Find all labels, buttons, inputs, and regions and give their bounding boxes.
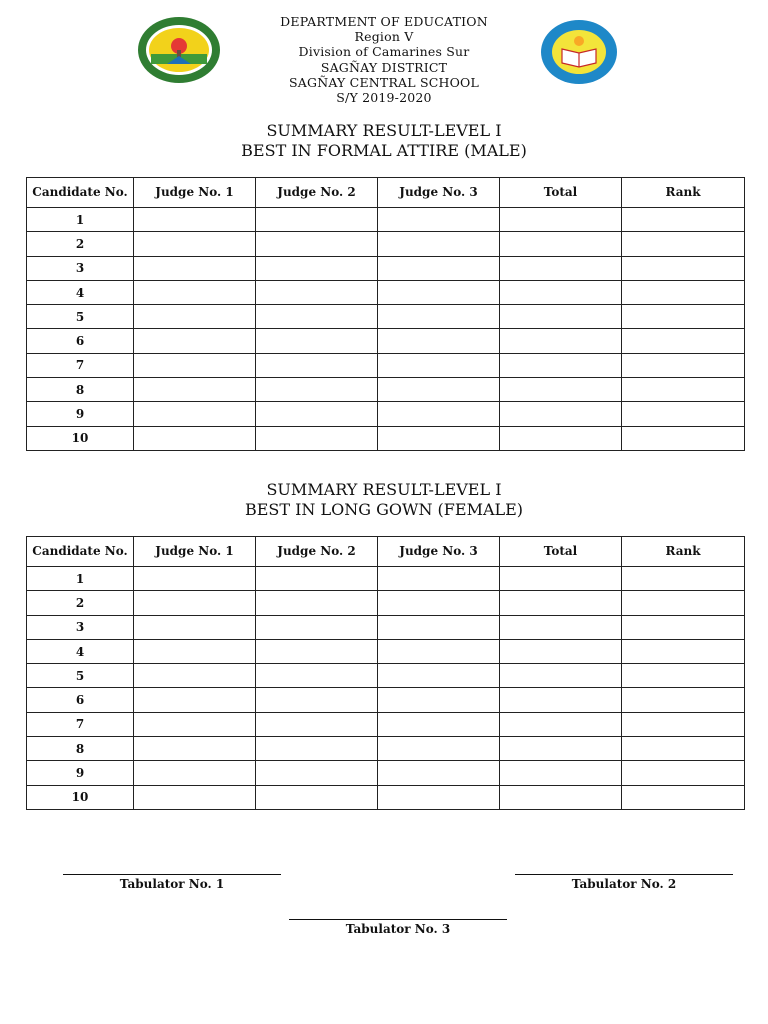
score-cell[interactable] (256, 639, 378, 663)
score-cell[interactable] (256, 378, 378, 402)
column-header-rank: Rank (622, 178, 745, 208)
candidate-number: 6 (27, 688, 134, 712)
score-cell[interactable] (134, 353, 256, 377)
rank-cell[interactable] (622, 280, 745, 304)
score-cell[interactable] (134, 664, 256, 688)
column-header-total: Total (500, 537, 622, 567)
score-cell[interactable] (378, 688, 500, 712)
score-cell[interactable] (256, 567, 378, 591)
table-row (27, 402, 745, 426)
total-cell[interactable] (500, 591, 622, 615)
table-row (27, 785, 745, 809)
column-header-judge1: Judge No. 1 (134, 537, 256, 567)
score-cell[interactable] (378, 353, 500, 377)
table-row (27, 256, 745, 280)
rank-cell[interactable] (622, 353, 745, 377)
table-row (27, 426, 745, 450)
score-cell[interactable] (256, 305, 378, 329)
score-cell[interactable] (134, 378, 256, 402)
signature-line[interactable] (515, 874, 733, 875)
table-row (27, 280, 745, 304)
score-cell[interactable] (378, 402, 500, 426)
table-row (27, 688, 745, 712)
candidate-number: 3 (27, 615, 134, 639)
total-cell[interactable] (500, 664, 622, 688)
header-line-region: Region V (354, 29, 414, 45)
rank-cell[interactable] (622, 688, 745, 712)
column-header-judge1: Judge No. 1 (134, 178, 256, 208)
signature-line[interactable] (289, 919, 507, 920)
total-cell[interactable] (500, 785, 622, 809)
table-row (27, 639, 745, 663)
total-cell[interactable] (500, 378, 622, 402)
table-row (27, 737, 745, 761)
table-row (27, 353, 745, 377)
rank-cell[interactable] (622, 664, 745, 688)
candidate-number: 5 (27, 305, 134, 329)
rank-cell[interactable] (622, 256, 745, 280)
score-cell[interactable] (378, 712, 500, 736)
score-cell[interactable] (256, 280, 378, 304)
score-cell[interactable] (256, 256, 378, 280)
column-header-judge2: Judge No. 2 (256, 178, 378, 208)
score-cell[interactable] (134, 232, 256, 256)
rank-cell[interactable] (622, 737, 745, 761)
table-row (27, 761, 745, 785)
header-line-division: Division of Camarines Sur (298, 44, 470, 60)
candidate-number: 4 (27, 639, 134, 663)
column-header-judge3: Judge No. 3 (378, 537, 500, 567)
score-cell[interactable] (256, 402, 378, 426)
score-cell[interactable] (378, 591, 500, 615)
header-line-school: SAGÑAY CENTRAL SCHOOL (289, 74, 479, 90)
candidate-number: 1 (27, 208, 134, 232)
candidate-number: 1 (27, 567, 134, 591)
total-cell[interactable] (500, 688, 622, 712)
signature-tabulator-1 (63, 874, 281, 891)
section-title-male (0, 121, 768, 161)
total-cell[interactable] (500, 639, 622, 663)
table-row (27, 208, 745, 232)
signature-label: Tabulator No. 1 (119, 877, 225, 891)
section-title-line2: BEST IN FORMAL ATTIRE (MALE) (241, 141, 527, 160)
score-cell[interactable] (256, 232, 378, 256)
column-header-candidate: Candidate No. (27, 537, 134, 567)
score-cell[interactable] (134, 426, 256, 450)
column-header-rank: Rank (622, 537, 745, 567)
score-cell[interactable] (378, 232, 500, 256)
total-cell[interactable] (500, 208, 622, 232)
score-cell[interactable] (134, 256, 256, 280)
score-cell[interactable] (134, 280, 256, 304)
table-row (27, 305, 745, 329)
total-cell[interactable] (500, 256, 622, 280)
column-header-judge3: Judge No. 3 (378, 178, 500, 208)
score-cell[interactable] (378, 329, 500, 353)
score-cell[interactable] (378, 256, 500, 280)
rank-cell[interactable] (622, 329, 745, 353)
header-line-school-year: S/Y 2019-2020 (336, 90, 432, 106)
score-cell[interactable] (378, 761, 500, 785)
table-header-row (27, 178, 745, 208)
table-row (27, 712, 745, 736)
signature-tabulator-3 (289, 919, 507, 936)
candidate-number: 5 (27, 664, 134, 688)
score-cell[interactable] (378, 785, 500, 809)
candidate-number: 4 (27, 280, 134, 304)
total-cell[interactable] (500, 232, 622, 256)
column-header-judge2: Judge No. 2 (256, 537, 378, 567)
score-cell[interactable] (134, 737, 256, 761)
score-cell[interactable] (134, 785, 256, 809)
rank-cell[interactable] (622, 305, 745, 329)
total-cell[interactable] (500, 737, 622, 761)
total-cell[interactable] (500, 426, 622, 450)
rank-cell[interactable] (622, 761, 745, 785)
score-cell[interactable] (378, 280, 500, 304)
column-header-candidate: Candidate No. (27, 178, 134, 208)
candidate-number: 7 (27, 712, 134, 736)
table-row (27, 329, 745, 353)
score-cell[interactable] (378, 615, 500, 639)
total-cell[interactable] (500, 761, 622, 785)
header-line-department: DEPARTMENT OF EDUCATION (280, 14, 488, 29)
candidate-number: 7 (27, 353, 134, 377)
rank-cell[interactable] (622, 785, 745, 809)
rank-cell[interactable] (622, 615, 745, 639)
score-cell[interactable] (134, 688, 256, 712)
score-cell[interactable] (134, 761, 256, 785)
score-cell[interactable] (378, 664, 500, 688)
table-row (27, 664, 745, 688)
score-cell[interactable] (134, 639, 256, 663)
rank-cell[interactable] (622, 591, 745, 615)
candidate-number: 8 (27, 737, 134, 761)
score-cell[interactable] (378, 567, 500, 591)
score-cell[interactable] (378, 737, 500, 761)
rank-cell[interactable] (622, 567, 745, 591)
score-cell[interactable] (378, 378, 500, 402)
score-cell[interactable] (134, 305, 256, 329)
score-cell[interactable] (378, 208, 500, 232)
score-cell[interactable] (256, 615, 378, 639)
score-cell[interactable] (256, 712, 378, 736)
signature-label: Tabulator No. 2 (571, 877, 677, 891)
candidate-number: 10 (27, 785, 134, 809)
total-cell[interactable] (500, 402, 622, 426)
score-cell[interactable] (378, 426, 500, 450)
header-line-district: SAGÑAY DISTRICT (320, 59, 448, 75)
total-cell[interactable] (500, 280, 622, 304)
total-cell[interactable] (500, 353, 622, 377)
total-cell[interactable] (500, 712, 622, 736)
candidate-number: 2 (27, 591, 134, 615)
candidate-number: 6 (27, 329, 134, 353)
score-cell[interactable] (134, 615, 256, 639)
score-cell[interactable] (134, 208, 256, 232)
section-title-female (0, 480, 768, 520)
total-cell[interactable] (500, 615, 622, 639)
score-cell[interactable] (378, 305, 500, 329)
signature-label: Tabulator No. 3 (345, 922, 451, 936)
table-row (27, 378, 745, 402)
score-table-male (26, 177, 745, 451)
score-cell[interactable] (256, 329, 378, 353)
rank-cell[interactable] (622, 426, 745, 450)
table-header-row (27, 537, 745, 567)
candidate-number: 10 (27, 426, 134, 450)
score-cell[interactable] (134, 329, 256, 353)
score-cell[interactable] (256, 208, 378, 232)
table-row (27, 567, 745, 591)
rank-cell[interactable] (622, 712, 745, 736)
score-cell[interactable] (134, 591, 256, 615)
score-cell[interactable] (134, 402, 256, 426)
rank-cell[interactable] (622, 378, 745, 402)
table-row (27, 615, 745, 639)
document-header (0, 14, 768, 105)
score-cell[interactable] (256, 761, 378, 785)
signature-tabulator-2 (515, 874, 733, 891)
rank-cell[interactable] (622, 232, 745, 256)
candidate-number: 2 (27, 232, 134, 256)
score-cell[interactable] (256, 426, 378, 450)
section-title-line1: SUMMARY RESULT-LEVEL I (266, 121, 502, 140)
score-cell[interactable] (378, 639, 500, 663)
score-cell[interactable] (256, 591, 378, 615)
score-cell[interactable] (256, 688, 378, 712)
table-row (27, 591, 745, 615)
candidate-number: 3 (27, 256, 134, 280)
score-cell[interactable] (256, 353, 378, 377)
score-cell[interactable] (134, 712, 256, 736)
score-cell[interactable] (256, 664, 378, 688)
table-row (27, 232, 745, 256)
score-cell[interactable] (256, 785, 378, 809)
score-table-female (26, 536, 745, 810)
section-title-line2: BEST IN LONG GOWN (FEMALE) (244, 500, 524, 519)
score-cell[interactable] (134, 567, 256, 591)
rank-cell[interactable] (622, 208, 745, 232)
rank-cell[interactable] (622, 402, 745, 426)
column-header-total: Total (500, 178, 622, 208)
total-cell[interactable] (500, 329, 622, 353)
candidate-number: 8 (27, 378, 134, 402)
candidate-number: 9 (27, 761, 134, 785)
score-cell[interactable] (256, 737, 378, 761)
section-title-line1: SUMMARY RESULT-LEVEL I (266, 480, 502, 499)
signature-line[interactable] (63, 874, 281, 875)
rank-cell[interactable] (622, 639, 745, 663)
candidate-number: 9 (27, 402, 134, 426)
total-cell[interactable] (500, 305, 622, 329)
total-cell[interactable] (500, 567, 622, 591)
